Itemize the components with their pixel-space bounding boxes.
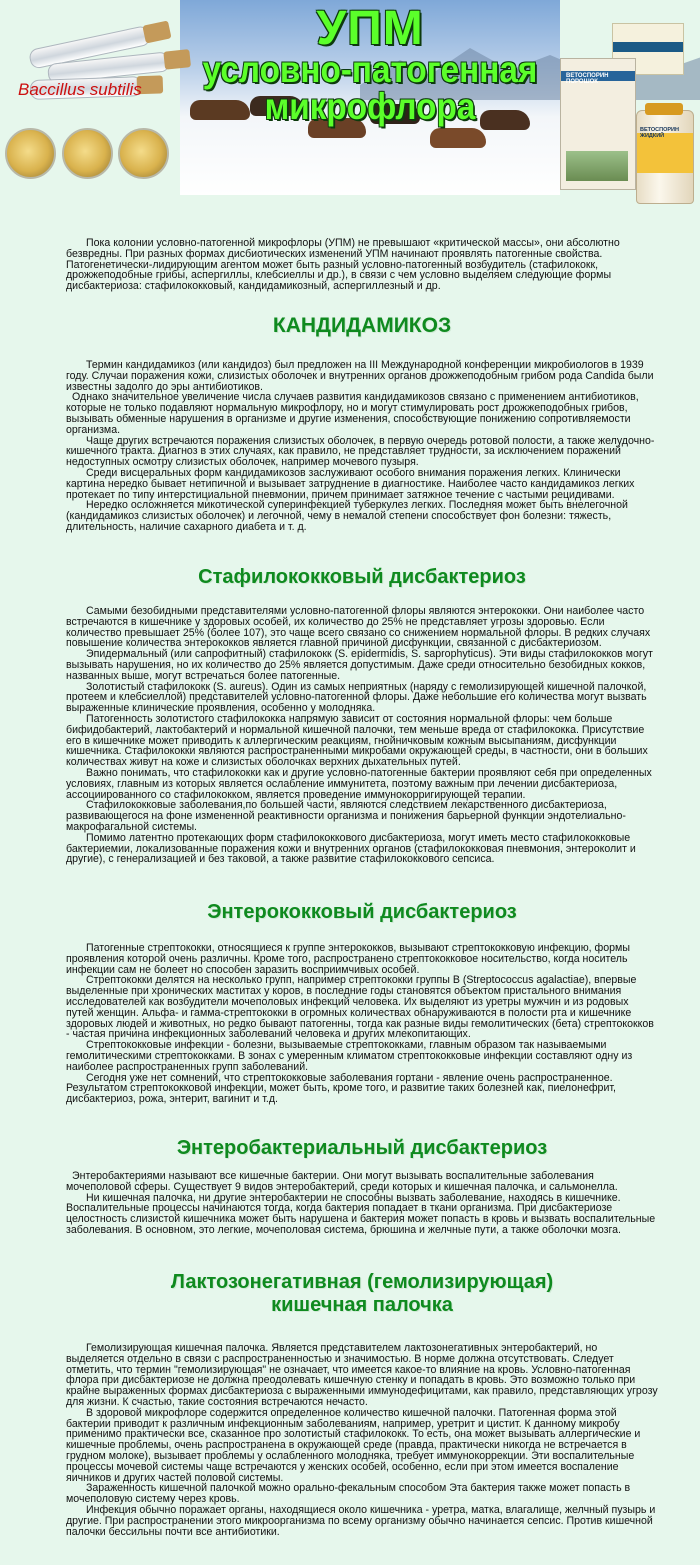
petri-dish-icon xyxy=(62,128,113,179)
paragraph: Патогенные стрептококки, относящиеся к группе энтерококков, вызывают стрептококковую инфекцию, формы проявления которой очень различны. Кроме того, распространено стрептококковое носительство, когда носитель инфекции сам не болеет но способен заразить восприимчивых особей. xyxy=(66,942,630,976)
paragraph: Зараженность кишечной палочкой можно орально-фекальным способом Эта бактерия также может попасть в мочеполовую систему через кровь. xyxy=(66,1482,631,1506)
petri-dish-icon xyxy=(118,128,169,179)
paragraph: Инфекция обычно поражает органы, находящиеся около кишечника - уретра, матка, влагалище, желчный пузырь и другие. При распространении этого микроорганизма по всему организму обычно начинается сепсис. Против кишечной палочки бессильны почти все антибиотики. xyxy=(66,1503,656,1538)
section-body xyxy=(66,606,658,865)
paragraph: Стафилококковые заболевания,по большей части, являются следствием лекарственного дисбактериоза, развивающегося на фоне измененной реактивности организма и понижения барьерной функции эндотелиально-макрофагальной системы. xyxy=(66,799,626,833)
heading-line-2: кишечная палочка xyxy=(271,1294,453,1316)
title-line-3: микрофлора xyxy=(264,86,476,127)
paragraph: Гемолизирующая кишечная палочка. Является представителем лактозонегативных энтеробактерий, но выделяется отдельно в связи с распространенностью и значимостью. В норме должна отсутствовать. Следует отметить, что термин "гемолизирующая" не означает, что имеется какое-то влияние на кровь. Условно-патогенная флора при дисбактериозе не должна преодолевать кишечную стенку и попадать в кровь. Это возможно только при крайне выраженных формах дисбактериоза с выраженными иммунодефицитами, как правило, представляющих угрозу для жизни. К счастью, такие состояния встречаются нечасто. xyxy=(66,1342,658,1408)
section-heading: Стафилококковый дисбактериоз xyxy=(198,566,526,588)
paragraph: В здоровой микрофлоре содержится определенное количество кишечной палочки. Патогенная форма этой бактерии приводит к различным инфекционным заболеваниям, например, уретрит и цистит. К данному микробу применимо практически все, сказанное про золотистый стафилококк. То есть, она может вызывать аллергические и кишечные проблемы, очень распространена в окружающей среде (правда, практически никогда не встречается в грудном молоке), вызывает проблемы у ослабленного молодняка, требует иммунокоррекции. Эти воспалительные процессы мочевой системы чаще встречаются у женских особей, особенно, если при этом имеется воспаление яичников и других частей половой системы. xyxy=(66,1406,641,1484)
heading-line-1: Лактозонегативная (гемолизирующая) xyxy=(170,1271,554,1293)
horse-shape xyxy=(430,128,486,148)
product-bottle-label: ВЕТОСПОРИН ЖИДКИЙ xyxy=(640,127,679,139)
paragraph: Стрептококки делятся на несколько групп, например стрептококки группы В (Streptococcus agalactiae), впервые выделенные при хронических маститах у коров, в последние годы становятся объектом пристального внимания исследователей как возбудители мочеполовых инфекций человека. Их выделяют из уретры мужчин и из родовых путей женщин. Альфа- и гамма-стрептококки в огромных количествах обнаруживаются в полости рта и кишечнике здоровых людей и животных, но редко бывают патогенны, тогда как разные виды гемолитических (бета) стрептококков - частая причина инфекционных заболеваний человека и других млекопитающих. xyxy=(66,974,654,1041)
paragraph: Термин кандидамикоз (или кандидоз) был предложен на III Международной конференции микробиологов в 1939 году. Случаи поражения кожи, слизистых оболочек и внутренних органов дрожжеподобным грибом рода Candida были известны задолго до эры антибиотиков. xyxy=(66,359,654,393)
paragraph: Пока колонии условно-патогенной микрофлоры (УПМ) не превышают «критической массы», они абсолютно безвредны. При разных формах дисбиотических изменений УПМ начинают проявлять патогенные свойства. Патогенетически-лидирующим агентом может быть разный условно-патогенный возбудитель (стафилококк, дрожжеподобные грибы, аспергиллы, клебсиеллы и др.), в связи с чем условно выделяем следующие формы дисбактериоза: стафилококковый, кандидамикозный, аспергиллезный и др. xyxy=(66,237,620,293)
paragraph: Сегодня уже нет сомнений, что стрептококковые заболевания гортани - явление очень распространенное. Результатом стрептококковой инфекции, может быть, кроме того, и развитие таких болезней как, пиелонефрит, дисбактериоз, рожа, энтерит, вагинит и т.д. xyxy=(66,1071,616,1106)
paragraph: Золотистый стафилококк (S. aureus). Один из самых неприятных (наряду с гемолизирующей кишечной палочкой, протеем и клебсиеллой) представителей условно-патогенной флоры. Даже небольшие его количества могут вызвать выраженные клинические проявления, особенно у молодняка. xyxy=(66,680,647,715)
section-heading: КАНДИДАМИКОЗ xyxy=(272,314,452,337)
title-line-1: УПМ xyxy=(316,2,424,55)
product-bottle xyxy=(636,110,694,204)
product-label: ВЕТОСПОРИН ПОРОШОК xyxy=(566,73,609,85)
intro-text xyxy=(66,238,658,292)
paragraph: Ни кишечная палочка, ни другие энтеробактерии не способны вызвать заболевание, находясь в кишечнике. Воспалительные процессы начинаются тогда, когда бактерия попадает в ткани организма. При дисбактериозе целостность слизистой кишечника может быть нарушена и бактерия может попасть в кровь и вызвать воспалительные заболевания. В основном, это легкие, мочеполовая система, брюшина и желчные пути, а также оболочки мозга. xyxy=(66,1191,656,1236)
paragraph: Патогенность золотистого стафилококка напрямую зависит от состояния нормальной флоры: чем больше бифидобактерий, лактобактерий и нормальной кишечной палочки, тем меньше вреда от стафилококка. Присутствие его в кишечнике может приводить к аллергическим реакциям, гнойничковым кожным высыпаниям, дисфункции кишечника. Стафилококки являются распространенными микробами окружающей среды, в частности, они в больших количествах живут на коже и слизистых оболочках верхних дыхательных путей. xyxy=(66,712,648,769)
section-heading xyxy=(66,1271,658,1317)
paragraph: Эпидермальный (или сапрофитный) стафилококк (S. epidermidis, S. saprophyticus). Эти виды стафилококков могут вызывать нарушения, но их количество до 25% является допустимым. Даже среди относительно безобидных кокков, названных выше, могут встречаться более патогенные. xyxy=(66,648,653,682)
paragraph: Среди висцеральных форм кандидамикозов заслуживают особого внимания поражения легких. Клинически картина нередко бывает нетипичной и вызывает затруднение в диагностике. Наиболее часто кандидамикоз легких протекает по типу интерстициальной пневмонии, причем принимает затяжное течение с частыми рецидивами. xyxy=(66,466,635,501)
section-heading: Энтерококковый дисбактериоз xyxy=(207,901,517,923)
paragraph: Стрептококковые инфекции - болезни, вызываемые стрептококками, главным образом так называемыми гемолитическими стрептококками. В зонах с умеренным климатом стрептококковые инфекции составляют одну из наиболее распространенных групп заболеваний. xyxy=(66,1039,633,1073)
section-body xyxy=(66,1343,658,1537)
banner-title xyxy=(180,2,560,127)
paragraph: Чаще других встречаются поражения слизистых оболочек, в первую очередь ротовой полости, а также желудочно-кишечного тракта. Диагноз в этих случаях, как правило, не представляет трудности, за исключением поражений недоступных осмотру слизистых оболочек, например мочевого пузыря. xyxy=(66,434,655,469)
paragraph: Однако значительное увеличение числа случаев развития кандидамикозов связано с применением антибиотиков, которые не только подавляют нормальную микрофлору, но и могут стимулировать рост дрожжеподобных грибов, вызывать обменные нарушения в организме и другие изменения, способствующие понижению сопротивляемости организма. xyxy=(66,391,639,436)
section-body xyxy=(66,1171,658,1236)
product-package xyxy=(560,58,636,190)
paragraph: Энтеробактериями называют все кишечные бактерии. Они могут вызывать воспалительные заболевания мочеполовой сферы. Существует 9 видов энтеробактерий, среди которых и кишечная палочка, и сальмонелла. xyxy=(66,1170,618,1193)
paragraph: Помимо латентно протекающих форм стафилококкового дисбактериоза, могут иметь место стафилококковые бактериемии, локализованные поражения кожи и внутренних органов (стафилококковая пневмония, энтероколит и другие), с генерализацией и без таковой, а также развитие стафилококкового сепсиса. xyxy=(66,831,636,866)
section-body xyxy=(66,943,658,1105)
culture-label: Baccillus subtilis xyxy=(18,80,142,99)
section-body xyxy=(66,360,658,533)
paragraph: Самыми безобидными представителями условно-патогенной флоры являются энтерококки. Они наиболее часто встречаются в кишечнике у здоровых особей, их количество до 25% не представляет угрозы здоровью. Если количество превышает 25% (более 107), это чаще всего связано со снижением нормальной флоры. В редких случаях повышение количества энтерококков является главной причиной дисфункции, связанной с дисбактериозом. xyxy=(66,605,651,650)
header-banner xyxy=(0,0,700,205)
animals-picture xyxy=(566,151,628,181)
title-line-2: условно-патогенная xyxy=(202,49,538,90)
petri-dish-icon xyxy=(5,128,56,179)
paragraph: Нередко осложняется микотической суперинфекцией туберкулез легких. Последняя может быть внелегочной (кандидамикоз слизистых оболочек) и легочной, чему в немалой степени способствует фон болезни: тяжесть, длительность, наличие сахарного диабета и т. д. xyxy=(66,499,628,533)
paragraph: Важно понимать, что стафилококки как и другие условно-патогенные бактерии проявляют себя при определенных условиях, главным из которых является ослабление иммунитета, поэтому важным при лечении дисбактериоза, ассоциированного со стафилококком, является проведение иммунокорригирующей терапии. xyxy=(66,766,652,801)
section-heading: Энтеробактериальный дисбактериоз xyxy=(176,1137,548,1159)
